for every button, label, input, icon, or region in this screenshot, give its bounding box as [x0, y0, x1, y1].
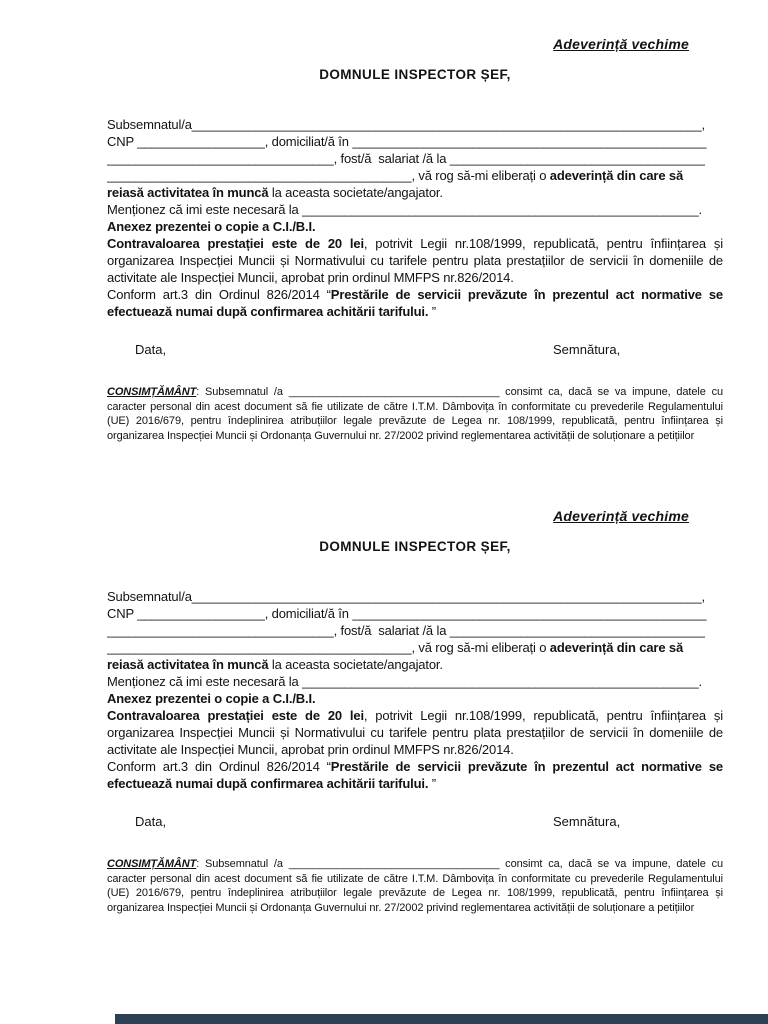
- name-blank-field: ________________________________________________________________________: [191, 589, 702, 604]
- bottom-clipped-bar: [115, 1014, 768, 1024]
- employer-blank-field-2: ___________________________________________: [107, 640, 412, 655]
- body-line-name: Subsemnatul/a________________________________________________________________________,: [107, 117, 706, 132]
- name-blank-field: ________________________________________________________________________: [191, 117, 702, 132]
- employer-blank-field: ____________________________________: [449, 623, 705, 638]
- purpose-blank-field: ________________________________________________________: [302, 674, 699, 689]
- conform-paragraph: Conform art.3 din Ordinul 826/2014 “Prestările de servicii prevăzute în prezentul act normative se efectuează numai după confirmarea achitării tarifului. ”: [107, 759, 723, 791]
- purpose-blank-field: ________________________________________________________: [302, 202, 699, 217]
- body-line-annex: Anexez prezentei o copie a C.I./B.I.: [107, 219, 316, 234]
- consent-term: CONSIMȚĂMÂNT: [107, 386, 197, 398]
- domicile-blank-field-2: ________________________________: [107, 151, 334, 166]
- body-line-annex: Anexez prezentei o copie a C.I./B.I.: [107, 691, 316, 706]
- domicile-blank-field: __________________________________________________: [352, 134, 707, 149]
- document-title: Adeverință vechime: [553, 508, 689, 524]
- employer-blank-field: ____________________________________: [449, 151, 705, 166]
- fee-paragraph: Contravaloarea prestației este de 20 lei, potrivit Legii nr.108/1999, republicată, pentru înființarea și organizarea Inspecției Muncii și Normativului cu tarifele pentru plata prestațiilor de servicii în domeniile de activitate ale Inspecției Muncii, aprobat prin ordinul MMFPS nr.826/2014.: [107, 708, 723, 757]
- cnp-label: CNP: [107, 606, 138, 621]
- body-line-request-2: reiasă activitatea în muncă la aceasta societate/angajator.: [107, 185, 443, 200]
- cnp-label: CNP: [107, 134, 138, 149]
- conform-paragraph: Conform art.3 din Ordinul 826/2014 “Prestările de servicii prevăzute în prezentul act normative se efectuează numai după confirmarea achitării tarifului. ”: [107, 287, 723, 319]
- body-line-cnp: CNP __________________, domiciliat/ă în __________________________________________________: [107, 606, 707, 621]
- body-line-cnp: CNP __________________, domiciliat/ă în __________________________________________________: [107, 134, 707, 149]
- name-label: Subsemnatul/a: [107, 589, 192, 604]
- form-copy-1: [107, 36, 723, 443]
- title-row: [107, 508, 723, 525]
- cnp-blank-field: __________________: [137, 134, 265, 149]
- form-copy-2: [107, 508, 723, 915]
- signature-row: [107, 341, 723, 358]
- form-body: [107, 588, 723, 792]
- fee-paragraph: Contravaloarea prestației este de 20 lei, potrivit Legii nr.108/1999, republicată, pentru înființarea și organizarea Inspecției Muncii și Normativului cu tarifele pentru plata prestațiilor de servicii în domeniile de activitate ale Inspecției Muncii, aprobat prin ordinul MMFPS nr.826/2014.: [107, 236, 723, 285]
- addressee-heading: DOMNULE INSPECTOR ȘEF,: [319, 67, 511, 82]
- form-body: [107, 116, 723, 320]
- body-line-name: Subsemnatul/a________________________________________________________________________,: [107, 589, 706, 604]
- domicile-blank-field: __________________________________________________: [352, 606, 707, 621]
- consent-name-blank-field: ___________________________________: [288, 386, 500, 398]
- signature-label: Semnătura,: [553, 814, 621, 829]
- body-line-employer: ________________________________, fost/ă salariat /ă la ____________________________________: [107, 151, 705, 166]
- body-line-request-2: reiasă activitatea în muncă la aceasta societate/angajator.: [107, 657, 443, 672]
- body-line-purpose: Menționez că imi este necesară la ________________________________________________________.: [107, 674, 703, 689]
- name-label: Subsemnatul/a: [107, 117, 192, 132]
- document-title: Adeverință vechime: [553, 36, 689, 52]
- consent-paragraph: CONSIMȚĂMÂNT: Subsemnatul /a ___________________________________ consimt ca, dacă se va impune, datele cu caracter personal din acest document să fie utilizate de către I.T.M. Dâmbovița în conformitate cu prevederile Regulamentului (UE) 2016/679, pentru îndeplinirea atribuțiilor legale prevăzute de Legea nr. 108/1999, republicată, pentru înființarea și organizarea Inspecției Muncii și Ordonanța Guvernului nr. 27/2002 privind reglementarea activității de soluționare a petițiilor: [107, 858, 724, 914]
- domicile-blank-field-2: ________________________________: [107, 623, 334, 638]
- consent-name-blank-field: ___________________________________: [288, 858, 500, 870]
- body-line-employer: ________________________________, fost/ă salariat /ă la ____________________________________: [107, 623, 705, 638]
- consent-paragraph: CONSIMȚĂMÂNT: Subsemnatul /a ___________________________________ consimt ca, dacă se va impune, datele cu caracter personal din acest document să fie utilizate de către I.T.M. Dâmbovița în conformitate cu prevederile Regulamentului (UE) 2016/679, pentru îndeplinirea atribuțiilor legale prevăzute de Legea nr. 108/1999, republicată, pentru înființarea și organizarea Inspecției Muncii și Ordonanța Guvernului nr. 27/2002 privind reglementarea activității de soluționare a petițiilor: [107, 386, 724, 442]
- title-row: [107, 36, 723, 53]
- addressee-heading: DOMNULE INSPECTOR ȘEF,: [319, 539, 511, 554]
- signature-row: [107, 813, 723, 830]
- date-label: Data,: [135, 814, 167, 829]
- body-line-purpose: Menționez că imi este necesară la ________________________________________________________.: [107, 202, 703, 217]
- cnp-blank-field: __________________: [137, 606, 265, 621]
- signature-label: Semnătura,: [553, 342, 621, 357]
- date-label: Data,: [135, 342, 167, 357]
- body-line-request: ___________________________________________, vă rog să-mi eliberați o adeverință din care să: [107, 168, 684, 183]
- employer-blank-field-2: ___________________________________________: [107, 168, 412, 183]
- body-line-request: ___________________________________________, vă rog să-mi eliberați o adeverință din care să: [107, 640, 684, 655]
- consent-term: CONSIMȚĂMÂNT: [107, 858, 197, 870]
